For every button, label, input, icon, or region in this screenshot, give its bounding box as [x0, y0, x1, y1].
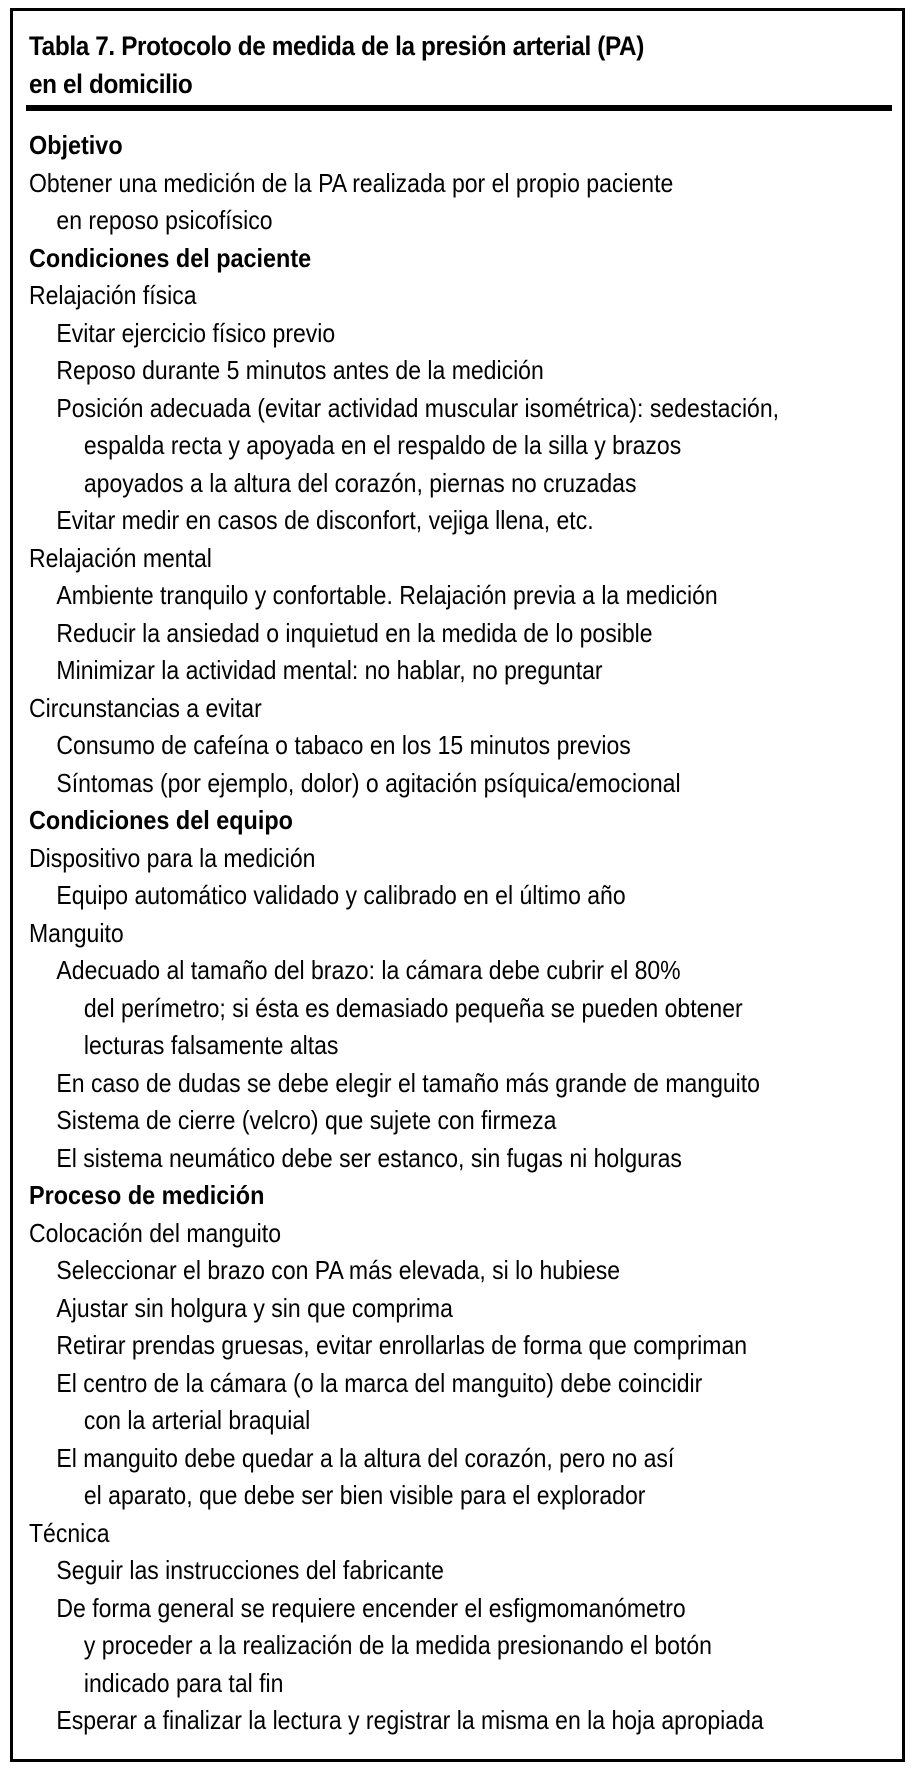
protocol-line: Ambiente tranquilo y confortable. Relajación previa a la medición — [56, 580, 718, 610]
protocol-line: Posición adecuada (evitar actividad muscular isométrica): sedestación, — [56, 392, 780, 423]
section-heading: Objetivo — [29, 130, 123, 160]
protocol-line: Evitar medir en casos de disconfort, vejiga llena, etc. — [56, 505, 594, 535]
protocol-line: apoyados a la altura del corazón, piernas no cruzadas — [83, 467, 637, 498]
protocol-line: Evitar ejercicio físico previo — [56, 317, 336, 348]
protocol-line: con la arterial braquial — [83, 1405, 311, 1435]
protocol-line: espalda recta y apoyada en el respaldo de la silla y brazos — [83, 430, 682, 460]
table-7-frame — [10, 8, 905, 1762]
protocol-line: Relajación física — [29, 280, 197, 310]
protocol-line: Ajustar sin holgura y sin que comprima — [56, 1292, 453, 1323]
protocol-line: Técnica — [29, 1517, 110, 1548]
protocol-line: en reposo psicofísico — [56, 205, 273, 235]
protocol-line: Retirar prendas gruesas, evitar enrollarlas de forma que compriman — [56, 1330, 748, 1360]
protocol-line: Colocación del manguito — [29, 1217, 281, 1248]
protocol-line: Dispositivo para la medición — [29, 842, 316, 873]
section-heading: Condiciones del equipo — [29, 805, 293, 835]
protocol-line: Seleccionar el brazo con PA más elevada, si lo hubiese — [56, 1255, 621, 1285]
protocol-line: Equipo automático validado y calibrado en el último año — [56, 880, 626, 910]
protocol-line: El manguito debe quedar a la altura del corazón, pero no así — [56, 1442, 675, 1473]
protocol-line: Circunstancias a evitar — [29, 692, 262, 723]
protocol-line: Esperar a finalizar la lectura y registrar la misma en la hoja apropiada — [56, 1705, 764, 1735]
protocol-line: El centro de la cámara (o la marca del manguito) debe coincidir — [56, 1367, 703, 1398]
protocol-line: indicado para tal fin — [83, 1667, 284, 1698]
protocol-line: Relajación mental — [29, 542, 212, 573]
protocol-line: Manguito — [29, 917, 124, 948]
protocol-line: Adecuado al tamaño del brazo: la cámara debe cubrir el 80% — [56, 955, 681, 985]
protocol-line: lecturas falsamente altas — [83, 1030, 339, 1060]
protocol-line: Minimizar la actividad mental: no hablar, no preguntar — [56, 655, 603, 685]
protocol-line: Sistema de cierre (velcro) que sujete con firmeza — [56, 1105, 557, 1135]
protocol-line: De forma general se requiere encender el esfigmomanómetro — [56, 1592, 686, 1623]
protocol-line: Reposo durante 5 minutos antes de la medición — [56, 355, 544, 385]
protocol-line: Reducir la ansiedad o inquietud en la medida de lo posible — [56, 617, 653, 648]
section-heading: Condiciones del paciente — [29, 242, 312, 273]
protocol-line: Síntomas (por ejemplo, dolor) o agitación psíquica/emocional — [56, 767, 681, 798]
table-title — [29, 27, 803, 103]
table-body — [29, 127, 904, 1740]
protocol-line: el aparato, que debe ser bien visible para el explorador — [83, 1480, 646, 1510]
title-divider — [26, 105, 892, 111]
protocol-line: En caso de dudas se debe elegir el tamaño más grande de manguito — [56, 1067, 760, 1098]
protocol-line: El sistema neumático debe ser estanco, sin fugas ni holguras — [56, 1142, 682, 1173]
protocol-line: Obtener una medición de la PA realizada por el propio paciente — [29, 167, 674, 198]
table-title-line-1: Tabla 7. Protocolo de medida de la presión arterial (PA) — [29, 31, 644, 61]
protocol-line: Consumo de cafeína o tabaco en los 15 minutos previos — [56, 730, 631, 760]
section-heading: Proceso de medición — [29, 1180, 265, 1210]
protocol-line: y proceder a la realización de la medida presionando el botón — [83, 1630, 712, 1660]
table-title-line-2: en el domicilio — [29, 69, 193, 99]
protocol-line: Seguir las instrucciones del fabricante — [56, 1555, 444, 1585]
protocol-line: del perímetro; si ésta es demasiado pequeña se pueden obtener — [83, 992, 743, 1023]
